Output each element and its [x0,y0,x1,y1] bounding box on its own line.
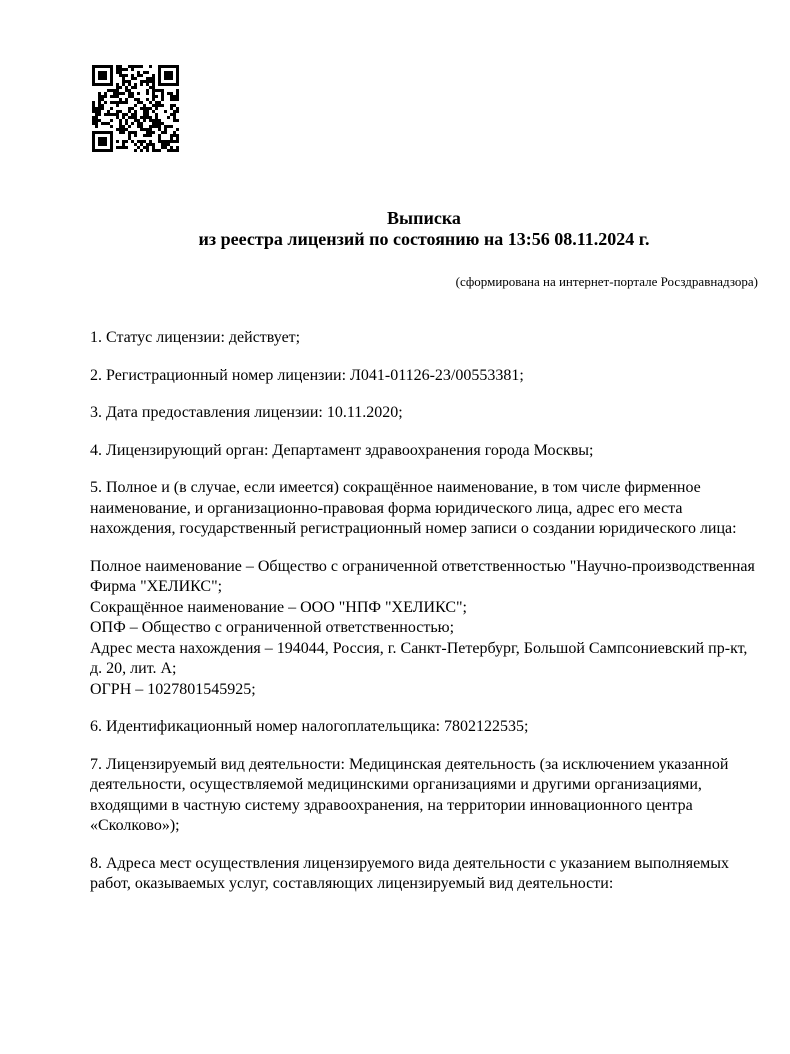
paragraph-line: 1. Статус лицензии: действует; [90,329,301,346]
document-content [90,0,758,1054]
paragraph-block [90,854,758,895]
document-title [90,208,758,250]
paragraph-list [90,328,758,912]
paragraph-block [90,717,758,738]
paragraph-line: Сокращённое наименование – ООО "НПФ "ХЕЛИКС"; [90,598,467,616]
formation-note: (сформирована на интернет-портале Росздравнадзора) [455,274,758,289]
paragraph-line: Адрес места нахождения – 194044, Россия, г. Санкт-Петербург, Большой Сампсониевский пр-кт, д. 20, лит. А; [90,639,748,677]
title-line-1: Выписка [387,208,461,228]
paragraph-line: 4. Лицензирующий орган: Департамент здравоохранения города Москвы; [90,441,594,459]
paragraph-line: 3. Дата предоставления лицензии: 10.11.2020; [90,404,403,421]
paragraph-line: 6. Идентификационный номер налогоплательщика: 7802122535; [90,718,529,735]
paragraph-block [90,403,758,424]
paragraph-line: 7. Лицензируемый вид деятельности: Медицинская деятельность (за исключением указанной деятельности, осуществляемой медицинскими организациями и другими организациями, входящими в частную систему здравоохранения, на территории инновационного центра «Сколково»); [90,755,729,834]
paragraph-block [90,328,758,349]
paragraph-block [90,441,758,462]
paragraph-line: 8. Адреса мест осуществления лицензируемого вида деятельности с указанием выполняемых работ, оказываемых услуг, составляющих лицензируемый вид деятельности: [90,854,730,892]
paragraph-block [90,557,758,701]
paragraph-line: 5. Полное и (в случае, если имеется) сокращённое наименование, в том числе фирменное наименование, и организационно-правовая форма юридического лица, адрес его места нахождения, государственный регистрационный номер записи о создании юридического лица: [90,479,737,537]
paragraph-line: ОПФ – Общество с ограниченной ответственностью; [90,619,455,636]
paragraph-line: ОГРН – 1027801545925; [90,680,256,698]
paragraph-block [90,755,758,837]
title-line-2: из реестра лицензий по состоянию на 13:56 08.11.2024 г. [198,229,650,249]
paragraph-line: 2. Регистрационный номер лицензии: Л041-01126-23/00553381; [90,366,524,384]
paragraph-line: Полное наименование – Общество с ограниченной ответственностью "Научно-производственная Фирма "ХЕЛИКС"; [90,557,755,595]
paragraph-block [90,478,758,540]
paragraph-block [90,366,758,387]
